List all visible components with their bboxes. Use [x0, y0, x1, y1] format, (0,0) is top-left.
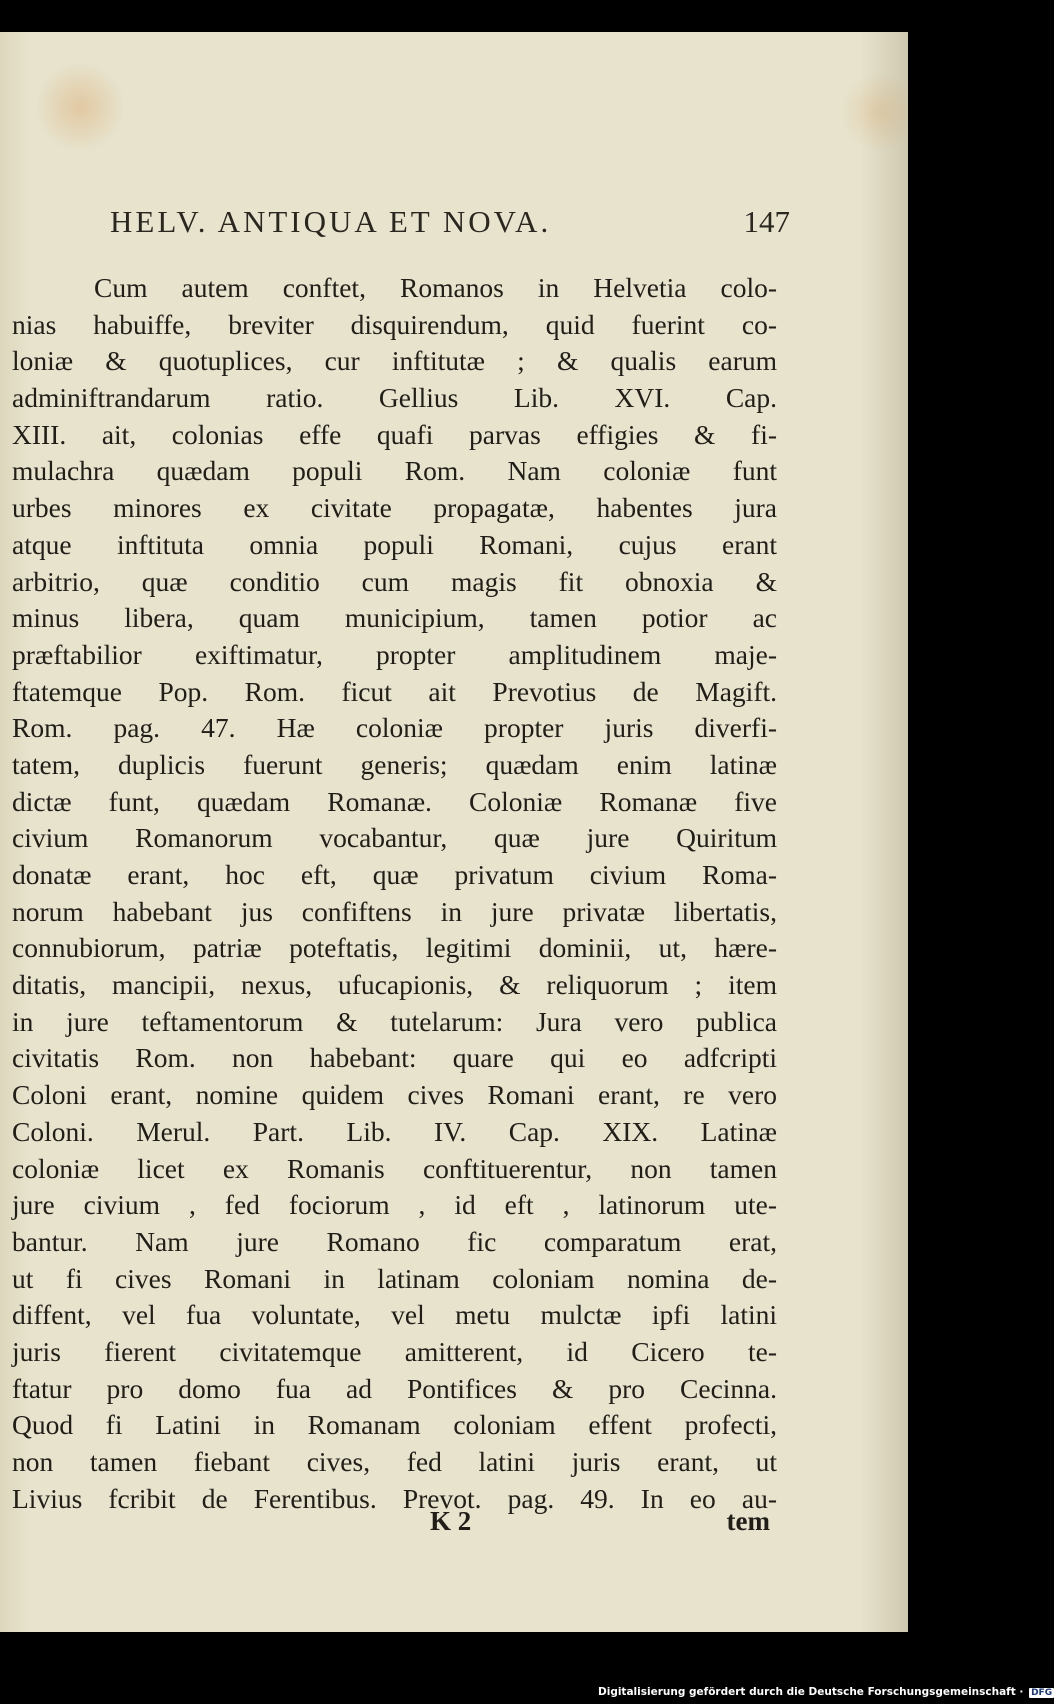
text-line: ditatis, mancipii, nexus, ufucapionis, & reliquorum ; item — [12, 969, 777, 1001]
text-line: in jure teftamentorum & tutelarum: Jura vero publica — [12, 1005, 777, 1037]
running-head: HELV. ANTIQUA ET NOVA. — [110, 204, 552, 239]
text-line: Coloni. Merul. Part. Lib. IV. Cap. XIX. Latinæ — [12, 1115, 777, 1147]
text-line: ut fi cives Romani in latinam coloniam nomina de- — [12, 1262, 777, 1294]
text-line: Coloni erant, nomine quidem cives Romani erant, re vero — [12, 1079, 777, 1111]
text-line: XIII. ait, colonias effe quafi parvas effigies & fi- — [12, 418, 777, 450]
text-line: diffent, vel fua voluntate, vel metu mulctæ ipfi latini — [12, 1299, 777, 1331]
signature-mark: K 2 — [430, 1506, 472, 1536]
text-line: coloniæ licet ex Romanis conftituerentur, non tamen — [12, 1152, 777, 1184]
page-header — [110, 204, 790, 244]
text-line: donatæ erant, hoc eft, quæ privatum civium Roma- — [12, 859, 777, 890]
text-line: loniæ & quotuplices, cur inftitutæ ; & qualis earum — [12, 345, 777, 377]
page-footer — [430, 1506, 770, 1542]
text-line: atque inftituta omnia populi Romani, cujus erant — [12, 528, 777, 560]
catchword: tem — [726, 1506, 770, 1536]
text-line: arbitrio, quæ conditio cum magis fit obnoxia & — [12, 565, 777, 597]
text-line: urbes minores ex civitate propagatæ, habentes jura — [12, 492, 777, 524]
text-line: civium Romanorum vocabantur, quæ jure Quiritum — [12, 822, 777, 854]
text-line: norum habebant jus confiftens in jure privatæ libertatis, — [12, 895, 777, 927]
text-line: Cum autem conftet, Romanos in Helvetia colo- — [94, 272, 777, 303]
text-line: Rom. pag. 47. Hæ coloniæ propter juris diverfi- — [12, 712, 777, 744]
text-line: jure civium , fed fociorum , id eft , latinorum ute- — [12, 1189, 777, 1221]
page-number: 147 — [743, 204, 790, 239]
credit-text: Digitalisierung gefördert durch die Deutsche Forschungsgemeinschaft — [598, 1686, 1016, 1698]
text-line: minus libera, quam municipium, tamen potior ac — [12, 602, 777, 634]
text-line: dictæ funt, quædam Romanæ. Coloniæ Romanæ five — [12, 785, 777, 817]
body-text — [12, 270, 777, 1517]
text-line: mulachra quædam populi Rom. Nam coloniæ funt — [12, 455, 777, 487]
book-page — [0, 32, 908, 1632]
digitization-credit: Digitalisierung gefördert durch die Deutsche Forschungsgemeinschaft · DFG — [598, 1686, 1053, 1698]
text-line: nias habuiffe, breviter disquirendum, quid fuerint co- — [12, 308, 777, 340]
text-line: juris fierent civitatemque amitterent, id Cicero te- — [12, 1335, 777, 1367]
text-line: ftatemque Pop. Rom. ficut ait Prevotius de Magift. — [12, 675, 777, 707]
text-line: non tamen fiebant cives, fed latini juris erant, ut — [12, 1446, 777, 1477]
dfg-logo: DFG — [1031, 1688, 1053, 1698]
text-line: Quod fi Latini in Romanam coloniam effent profecti, — [12, 1409, 777, 1441]
text-line: ftatur pro domo fua ad Pontifices & pro Cecinna. — [12, 1372, 777, 1404]
text-line: adminiftrandarum ratio. Gellius Lib. XVI. Cap. — [12, 382, 777, 414]
text-line: connubiorum, patriæ poteftatis, legitimi dominii, ut, hære- — [12, 932, 777, 964]
text-line: Livius fcribit de Ferentibus. Prevot. pag. 49. In eo au- — [12, 1482, 777, 1514]
text-line: bantur. Nam jure Romano fic comparatum erat, — [12, 1225, 777, 1257]
text-line: tatem, duplicis fuerunt generis; quædam enim latinæ — [12, 748, 777, 780]
text-line: præftabilior exiftimatur, propter amplitudinem maje- — [12, 638, 777, 670]
text-line: civitatis Rom. non habebant: quare qui eo adfcripti — [12, 1042, 777, 1074]
